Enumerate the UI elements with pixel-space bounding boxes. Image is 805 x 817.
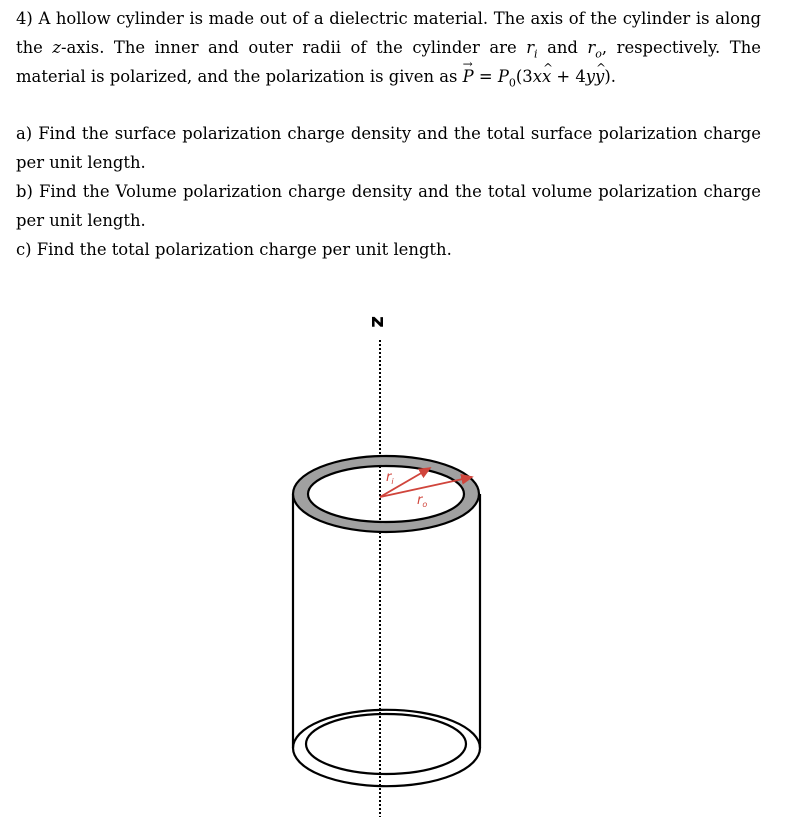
z-variable: z	[52, 38, 61, 57]
polarization-equation	[462, 67, 616, 90]
x-variable: x	[532, 67, 542, 86]
r-inner-subscript: i	[534, 47, 538, 61]
part-b-label: b)	[16, 182, 33, 201]
part-c-text: Find the total polarization charge per unit length.	[36, 240, 452, 259]
P0-subscript: 0	[508, 76, 516, 90]
hollow-cylinder-figure	[280, 300, 500, 817]
statement-line-2b: and	[547, 38, 578, 57]
eq-close: ).	[604, 67, 616, 86]
spacer	[16, 91, 761, 119]
bottom-ring-outer-back	[293, 710, 480, 748]
statement-line-2c: , respectively. The material is	[16, 38, 761, 86]
part-c-label: c)	[16, 240, 32, 259]
r-inner-symbol: r	[526, 38, 535, 57]
part-c	[16, 235, 761, 264]
P0-symbol: P	[497, 67, 509, 86]
equals-sign: =	[478, 67, 493, 86]
bottom-ring-outer	[293, 748, 480, 786]
x-hat: ^ x	[542, 62, 551, 91]
part-b-text: Find the Volume polarization charge density and the total volume polarization charge per unit length.	[16, 182, 761, 230]
statement-line-3: polarized, and the polarization is given as	[109, 67, 458, 86]
statement-line-2a: -axis. The inner and outer radii of the cylinder are	[61, 38, 517, 57]
r-outer-subscript: o	[595, 47, 602, 61]
P-vector: → P	[463, 62, 474, 91]
outer-radius-label: $r_o$	[417, 493, 428, 509]
statement-line-1: A hollow cylinder is made out of a dielectric material. The axis of the cylinder is along the	[16, 9, 762, 57]
part-a	[16, 119, 761, 177]
y-hat: ^ y	[595, 62, 604, 91]
problem-text	[16, 4, 761, 264]
r-outer-symbol: r	[587, 38, 596, 57]
problem-statement	[16, 4, 761, 91]
y-variable: y	[585, 67, 596, 86]
z-axis-label: z	[367, 316, 391, 328]
part-b	[16, 177, 761, 235]
bottom-ring-inner	[306, 714, 466, 774]
part-a-text: Find the surface polarization charge density and the total surface polarization charge per unit length.	[16, 124, 762, 172]
problem-number: 4)	[16, 9, 33, 28]
eq-plus: + 4	[556, 67, 586, 86]
eq-open: (3	[515, 67, 533, 86]
part-a-label: a)	[16, 124, 33, 143]
inner-radius-label: $r_i$	[386, 470, 394, 486]
